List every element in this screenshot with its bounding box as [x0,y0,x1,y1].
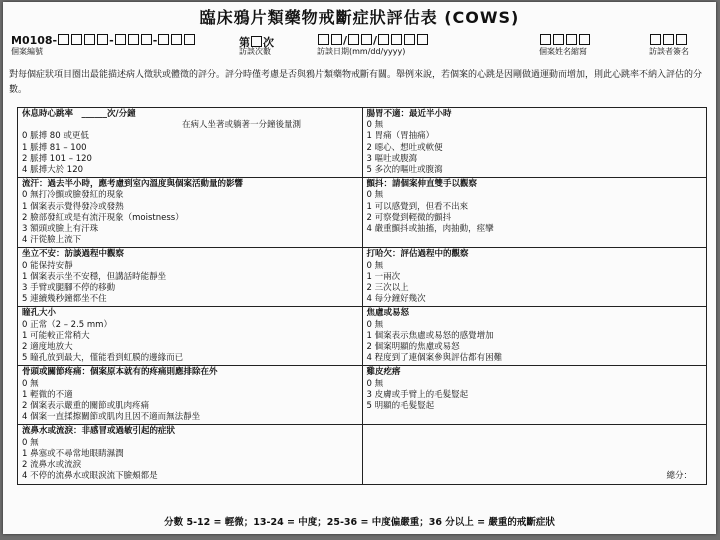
visit-date-field[interactable]: / / [317,34,429,47]
score-option[interactable]: 5 瞳孔放到最大，僅能看到虹膜的邊緣而已 [22,353,184,364]
section-row [18,248,707,307]
symptom-heading: 流鼻水或流淚：非感冒或過敏引起的症狀 [22,426,176,437]
section-row [18,425,707,484]
score-option[interactable]: 0 無打冷顫或臉發紅的現象 [22,190,124,201]
score-option[interactable]: 1 個案表示焦慮或易怒的感覺增加 [366,330,494,341]
score-option[interactable]: 0 無 [22,378,39,389]
score-option[interactable]: 2 流鼻水或流淚 [22,460,82,471]
interviewer-caption: 訪談者簽名 [649,47,689,56]
score-option[interactable]: 2 三次以上 [366,283,409,294]
symptom-cell-3-left [18,248,363,307]
score-option[interactable]: 1 個案表示覺得發冷或發熱 [22,201,124,212]
symptom-cell-6-right [362,425,707,484]
score-option[interactable]: 2 個案明顯的焦慮或易怒 [366,342,460,353]
symptom-cell-4-left [18,307,363,366]
symptom-heading: 顫抖：請個案伸直雙手以觀察 [366,179,478,190]
score-option[interactable]: 0 能保持安靜 [22,260,73,271]
form-title: 臨床鴉片類藥物戒斷症狀評估表 (COWS) [199,8,520,27]
score-option[interactable]: 3 嘔吐或腹瀉 [366,153,418,164]
symptom-cell-2-right [362,178,707,248]
score-option[interactable]: 4 嚴重顫抖或抽搐，肉抽動，痙攣 [366,224,494,235]
case-id-caption: 個案編號 [11,47,43,56]
score-option[interactable]: 2 適度地放大 [22,342,73,353]
score-option[interactable]: 0 脈搏 80 或更低 [22,131,89,142]
score-option[interactable]: 3 手臂或腿腳不停的移動 [22,283,116,294]
symptom-cell-4-right [362,307,707,366]
score-option[interactable]: 2 臉部發紅或是有流汗現象（moistness） [22,212,184,223]
symptom-cell-5-right [362,366,707,425]
total-score-label: 總分： [666,471,692,482]
score-option[interactable]: 0 無 [366,120,384,131]
score-option[interactable]: 1 可能較正常稍大 [22,330,90,341]
symptom-cell-3-right [362,248,707,307]
date-caption: 訪談日期(mm/dd/yyyy) [317,47,406,56]
symptom-heading: 流汗：過去半小時，應考慮到室內溫度與個案活動量的影響 [22,179,244,190]
score-option[interactable]: 5 連續幾秒鐘都坐不住 [22,294,107,305]
symptom-heading: 雞皮疙瘩 [366,367,401,378]
score-option[interactable]: 0 無 [366,190,384,201]
score-option[interactable]: 0 無 [366,260,384,271]
symptom-heading: 打哈欠：評估過程中的觀察 [366,249,469,260]
symptom-cell-1-left [18,108,363,178]
score-option[interactable]: 4 每分鐘好幾次 [366,294,426,305]
score-option[interactable]: 0 正常（2 – 2.5 mm） [22,319,112,330]
visit-number-field[interactable]: 第 次 [239,36,274,49]
initials-caption: 個案姓名縮寫 [539,47,587,56]
score-option[interactable]: 2 可察覺到輕微的顫抖 [366,212,452,223]
score-option[interactable]: 4 不停的流鼻水或眼淚流下臉頰都是 [22,471,158,482]
score-option[interactable]: 0 無 [366,378,384,389]
score-option[interactable]: 4 汗從臉上流下 [22,235,82,246]
symptom-cell-5-left [18,366,363,425]
symptom-subheading: 在病人坐著或躺著一分鐘後量測 [182,120,302,131]
section-row [18,108,707,178]
score-option[interactable]: 3 皮膚或手臂上的毛髮豎起 [366,389,469,400]
symptom-heading: 腸胃不適：最近半小時 [366,109,452,119]
score-option[interactable]: 1 一兩次 [366,271,401,282]
symptom-heading: 坐立不安：訪談過程中觀察 [22,249,125,260]
score-option[interactable]: 1 個案表示坐不安穩，但講話時能靜坐 [22,271,167,282]
symptom-heading: 瞳孔大小 [22,308,57,319]
score-option[interactable]: 2 脈搏 101 – 120 [22,153,92,164]
score-table [17,107,707,485]
section-row [18,307,707,366]
score-option[interactable]: 4 脈搏大於 120 [22,165,84,176]
visit-caption: 訪談次數 [239,47,271,56]
score-option[interactable]: 2 個案表示嚴重的關節或肌肉疼痛 [22,401,150,412]
score-option[interactable]: 5 明顯的毛髮豎起 [366,401,435,412]
score-option[interactable]: 1 鼻塞或不尋常地眼睛濕潤 [22,448,124,459]
score-option[interactable]: 3 額頭或臉上有汗珠 [22,224,99,235]
header-captions [9,46,710,58]
score-option[interactable]: 2 噁心、想吐或軟便 [366,142,443,153]
symptom-cell-6-left [18,425,363,484]
score-option[interactable]: 0 無 [22,437,39,448]
instructions: 對每個症狀項目圈出最能描述病人徵狀或體徵的評分。評分時僅考慮是否與鴉片類藥物戒斷有關。舉例來說，若個案的心跳是因剛做過運動而增加，則此心跳率不納入評估的分數。 [9,70,703,95]
score-option[interactable]: 1 胃痛（胃抽痛） [366,131,435,142]
score-option[interactable]: 1 輕微的不適 [22,389,73,400]
section-row [18,178,707,248]
score-option[interactable]: 0 無 [366,319,384,330]
score-option[interactable]: 1 脈搏 81 – 100 [22,142,87,153]
section-row [18,366,707,425]
score-option[interactable]: 4 個案一直揉擦關節或肌肉且因不適而無法靜坐 [22,412,201,423]
scoring-legend: 分數 5-12 = 輕微；13-24 = 中度；25-36 = 中度偏嚴重；36 分以上 = 嚴重的戒斷症狀 [164,517,555,528]
form-page [3,2,716,534]
symptom-cell-1-right [362,108,707,178]
symptom-cell-2-left [18,178,363,248]
case-id-field[interactable]: M0108- - - [11,34,196,47]
score-option[interactable]: 5 多次的嘔吐或腹瀉 [366,165,443,176]
symptom-heading: 休息時心跳率 ______次/分鐘 [22,109,136,119]
score-option[interactable]: 4 程度到了連個案參與評估都有困難 [366,353,503,364]
symptom-heading: 焦慮或易怒 [366,308,410,319]
symptom-heading: 骨頭或關節疼痛：個案原本就有的疼痛則應排除在外 [22,367,218,378]
score-option[interactable]: 1 可以感覺到，但看不出來 [366,201,469,212]
